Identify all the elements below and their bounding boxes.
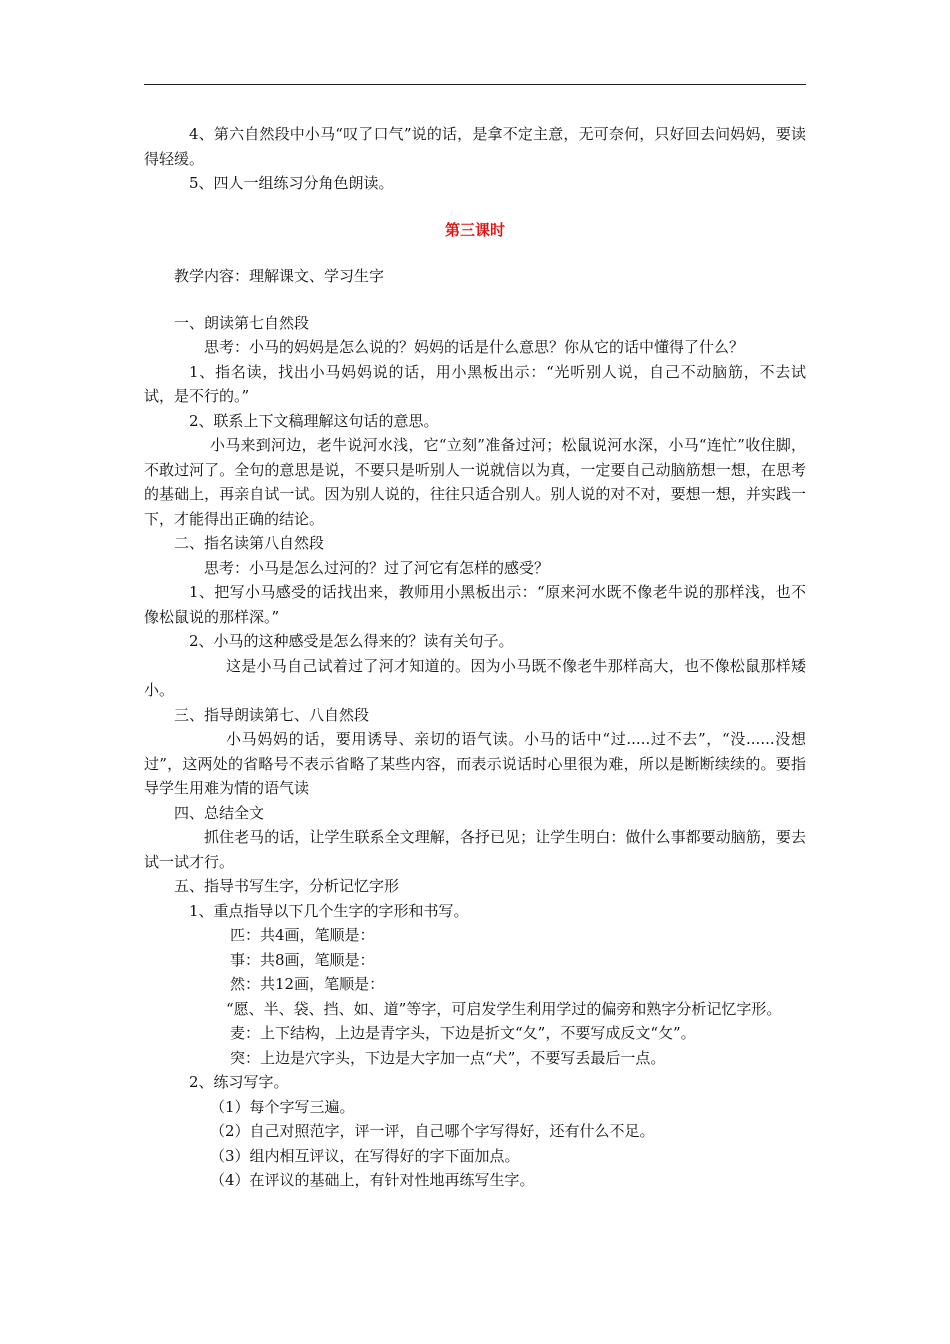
- paragraph: 2、小马的这种感受是怎么得来的？读有关句子。: [189, 632, 514, 650]
- character-item: 匹：共4画，笔顺是：: [230, 926, 375, 944]
- paragraph: 2、联系上下文稿理解这句话的意思。: [189, 411, 439, 430]
- section-title: 第三课时: [444, 220, 505, 239]
- paragraph: 2、练习写字。: [189, 1073, 289, 1091]
- practice-step: （1）每个字写三遍。: [210, 1097, 355, 1116]
- practice-step: （4）在评议的基础上，有针对性地再练写生字。: [210, 1171, 535, 1189]
- practice-step: （2）自己对照范字，评一评，自己哪个字写得好，还有什么不足。: [210, 1122, 655, 1140]
- heading-1: 一、朗读第七自然段: [174, 313, 310, 332]
- heading-3: 三、指导朗读第七、八自然段: [174, 705, 370, 724]
- practice-step: （3）组内相互评议，在写得好的字下面加点。: [210, 1146, 520, 1165]
- paragraph: 思考：小马是怎么过河的？过了河它有怎样的感受？: [204, 558, 550, 577]
- document-body: [144, 122, 806, 1193]
- paragraph: 5、四人一组练习分角色朗读。: [189, 174, 394, 192]
- heading-5: 五、指导书写生字，分析记忆字形: [174, 877, 400, 895]
- paragraph: 1、指名读，找出小马妈妈说的话，用小黑板出示：“光听别人说，自己不动脑筋，不去试试，是不行的。”: [144, 362, 806, 405]
- heading-2: 二、指名读第八自然段: [174, 534, 325, 552]
- paragraph: 小马来到河边，老牛说河水浅，它“立刻”准备过河；松鼠说河水深，小马“连忙”收住脚，不敢过河了。全句的意思是说，不要只是听别人一说就信以为真，一定要自己动脑筋想一想，在思考的基础上，再亲自试一试。因为别人说的，往往只适合别人。别人说的对不对，要想一想，并实践一下，才能得出正确的结论。: [144, 436, 806, 528]
- paragraph: 1、把写小马感受的话找出来，教师用小黑板出示：“原来河水既不像老牛说的那样浅，也不像松鼠说的那样深。”: [144, 583, 806, 626]
- paragraph: 思考：小马的妈妈是怎么说的？妈妈的话是什么意思？你从它的话中懂得了什么？: [204, 338, 745, 356]
- character-item: 麦：上下结构，上边是青字头，下边是折文“夂”，不要写成反文“攵”。: [230, 1024, 696, 1042]
- character-note: “愿、半、袋、挡、如、道”等字，可启发学生利用学过的偏旁和熟字分析记忆字形。: [226, 999, 782, 1018]
- paragraph: 小马妈妈的话，要用诱导、亲切的语气读。小马的话中“过.....过不去”，“没......没想过”，这两处的省略号不表示省略了某些内容，而表示说话时心里很为难，所以是断断续续的。要指导学生用难为情的语气读: [144, 730, 806, 797]
- paragraph: 这是小马自己试着过了河才知道的。因为小马既不像老牛那样高大，也不像松鼠那样矮小。: [144, 656, 806, 699]
- paragraph: 抓住老马的话，让学生联系全文理解，各抒已见；让学生明白：做什么事都要动脑筋，要去试一试才行。: [144, 828, 806, 871]
- teaching-content: 教学内容：理解课文、学习生字: [174, 267, 385, 285]
- character-item: 事：共8画，笔顺是：: [230, 950, 375, 969]
- character-item: 突：上边是穴字头，下边是大字加一点“犬”，不要写丢最后一点。: [230, 1048, 666, 1067]
- paragraph: 4、第六自然段中小马“叹了口气”说的话，是拿不定主意，无可奈何，只好回去问妈妈，要读得轻缓。: [144, 125, 806, 168]
- header-rule: [144, 84, 806, 85]
- character-item: 然：共12画，笔顺是：: [230, 975, 385, 993]
- paragraph: 1、重点指导以下几个生字的字形和书写。: [189, 901, 469, 920]
- heading-4: 四、总结全文: [174, 803, 265, 822]
